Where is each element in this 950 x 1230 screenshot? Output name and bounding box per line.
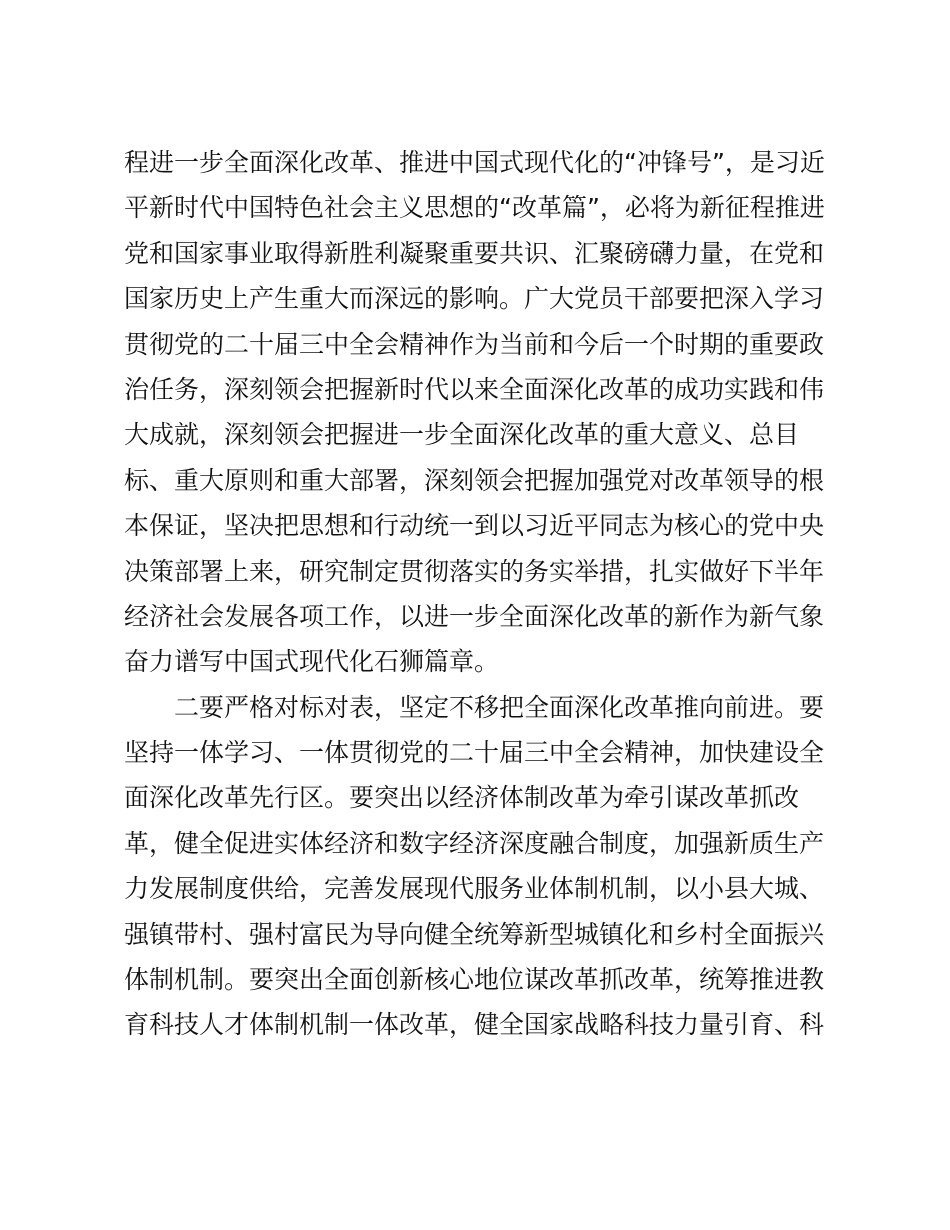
body-text [124, 140, 824, 1048]
text-line: 程进一步全面深化改革、推进中国式现代化的“冲锋号”，是习近 [124, 148, 825, 177]
text-line: 育科技人才体制机制一体改革，健全国家战略科技力量引育、科 [124, 1010, 825, 1040]
text-line: 决策部署上来，研究制定贯彻落实的务实举措，扎实做好下半年 [124, 556, 825, 586]
text-line: 治任务，深刻领会把握新时代以来全面深化改革的成功实践和伟 [124, 374, 825, 404]
text-line: 标、重大原则和重大部署，深刻领会把握加强党对改革领导的根 [124, 465, 825, 495]
text-line: 经济社会发展各项工作，以进一步全面深化改革的新作为新气象 [124, 601, 825, 631]
text-line: 平新时代中国特色社会主义思想的“改革篇”，必将为新征程推进 [124, 193, 825, 223]
text-line: 本保证，坚决把思想和行动统一到以习近平同志为核心的党中央 [124, 511, 825, 541]
text-line: 国家历史上产生重大而深远的影响。广大党员干部要把深入学习 [124, 284, 825, 314]
text-line: 面深化改革先行区。要突出以经济体制改革为牵引谋改革抓改 [124, 783, 800, 813]
text-line: 二要严格对标对表，坚定不移把全面深化改革推向前进。要 [174, 692, 825, 722]
text-line: 大成就，深刻领会把握进一步全面深化改革的重大意义、总目 [124, 420, 800, 450]
paragraph-2 [124, 685, 824, 1048]
text-line: 党和国家事业取得新胜利凝聚重要共识、汇聚磅礴力量，在党和 [124, 238, 825, 268]
text-line: 贯彻党的二十届三中全会精神作为当前和今后一个时期的重要政 [124, 329, 825, 359]
text-line: 体制机制。要突出全面创新核心地位谋改革抓改革，统筹推进教 [124, 965, 825, 995]
paragraph-1 [124, 140, 824, 685]
text-line: 力发展制度供给，完善发展现代服务业体制机制，以小县大城、 [124, 874, 825, 904]
text-line: 革，健全促进实体经济和数字经济深度融合制度，加强新质生产 [124, 828, 825, 858]
text-line: 奋力谱写中国式现代化石狮篇章。 [124, 647, 500, 677]
text-line: 坚持一体学习、一体贯彻党的二十届三中全会精神，加快建设全 [124, 738, 825, 768]
text-line: 强镇带村、强村富民为导向健全统筹新型城镇化和乡村全面振兴 [124, 919, 825, 949]
